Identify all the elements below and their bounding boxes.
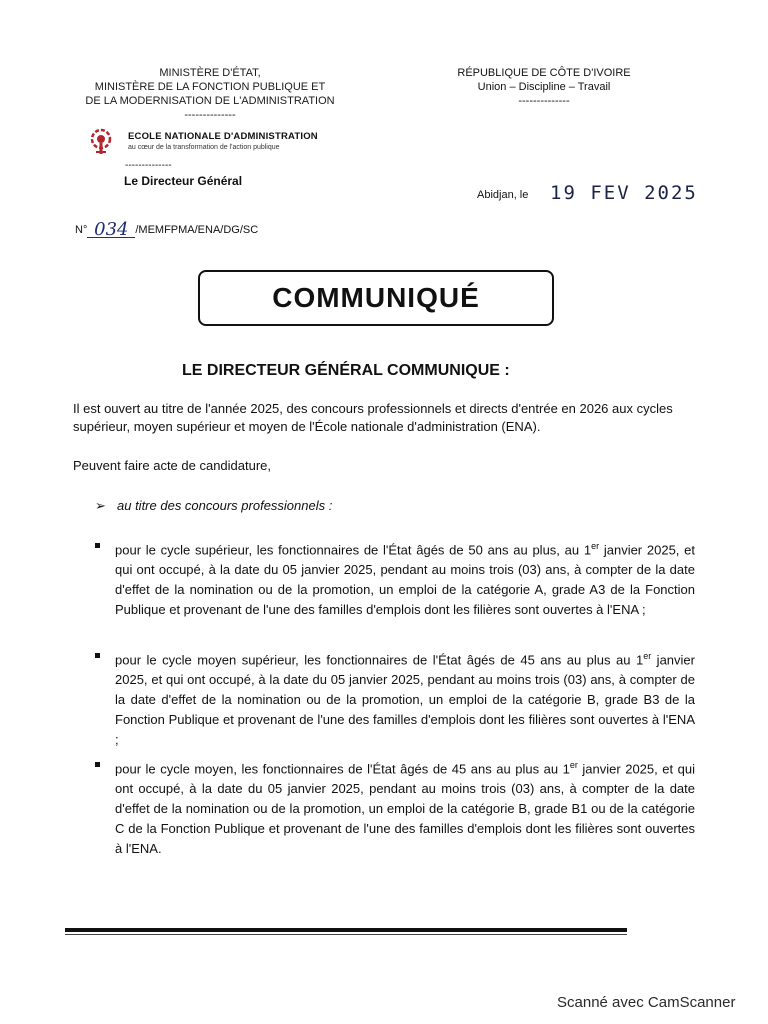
list-item-text: pour le cycle moyen supérieur, les fonctionnaires de l'État âgés de 45 ans au plus au 1er janvier 2025, et qui ont occupé, à la date du 05 janvier 2025, pendant au moins trois (03) ans, à compter de la date d'effet de la nomination ou de la promotion, un emploi de la catégorie B, grade B3 de la Fonction Publique et provenant de l'une des familles d'emplois dont les filières sont ouvertes à l'ENA ; [115,651,695,748]
intro-paragraph: Il est ouvert au titre de l'année 2025, des concours professionnels et directs d'entrée en 2026 aux cycles supérieur, moyen supérieur et moyen de l'École nationale d'administration (ENA). [73,401,673,434]
square-bullet-icon [95,543,100,548]
list-item-text: pour le cycle supérieur, les fonctionnaires de l'État âgés de 50 ans au plus, au 1er janvier 2025, et qui ont occupé, à la date du 05 janvier 2025, pendant au moins trois (03) ans, à compter de la date d'effet de la nomination ou de la promotion, un emploi de la catégorie A, grade A3 de la Fonction Publique et provenant de l'une des familles d'emplois dont les filières sont ouvertes à l'ENA ; [115,541,695,618]
separator-dashes-2: -------------- [125,160,172,171]
ministry-line-2: MINISTÈRE DE LA FONCTION PUBLIQUE ET [94,81,326,93]
ena-tagline: au cœur de la transformation de l'action publique [128,144,280,151]
communique-subtitle: LE DIRECTEUR GÉNÉRAL COMMUNIQUE : [182,362,510,379]
list-item [95,536,695,620]
ministry-line-3: DE LA MODERNISATION DE L'ADMINISTRATION [85,95,335,107]
section-heading [95,498,332,514]
section-heading-text: au titre des concours professionnels : [117,498,333,513]
director-title: Le Directeur Général [124,174,243,188]
reference-suffix: /MEMFPMA/ENA/DG/SC [135,224,259,236]
separator-dashes: -------------- [184,109,236,121]
ministry-header [70,66,350,122]
square-bullet-icon [95,762,100,767]
ena-name: ECOLE NATIONALE D'ADMINISTRATION [128,131,318,142]
candidates-intro: Peuvent faire acte de candidature, [73,458,272,473]
reference-line [75,217,258,238]
separator-dashes-right: -------------- [518,95,570,107]
reference-number: 034 [87,219,135,240]
footer-rule-thin [65,934,627,935]
list-item [95,755,695,859]
scanner-watermark: Scanné avec CamScanner [557,994,736,1011]
country-name: RÉPUBLIQUE DE CÔTE D'IVOIRE [457,67,631,79]
date-label: Abidjan, le [477,189,529,201]
republic-header [440,66,648,108]
arrow-bullet-icon: ➢ [95,498,106,513]
list-item-text: pour le cycle moyen, les fonctionnaires de l'État âgés de 45 ans au plus au 1er janvier 2025, et qui ont occupé, à la date du 05 janvier 2025, pendant au moins trois (03) ans, à compter de la date d'effet de la nomination ou de la promotion, un emploi de la catégorie B, grade B1 ou de la catégorie C de la Fonction Publique et provenant de l'une des familles d'emplois dont les filières sont ouvertes à l'ENA. [115,760,695,857]
ministry-line-1: MINISTÈRE D'ÉTAT, [159,67,261,79]
ena-emblem-icon [88,128,114,156]
national-motto: Union – Discipline – Travail [477,81,611,93]
footer-rule [65,928,627,932]
square-bullet-icon [95,653,100,658]
ena-logo-block [88,128,368,160]
reference-prefix: N° [75,224,88,236]
communique-title-box [198,270,554,326]
list-item [95,646,695,750]
communique-title: COMMUNIQUÉ [272,282,480,313]
date-stamp: 19 FEV 2025 [550,182,698,204]
